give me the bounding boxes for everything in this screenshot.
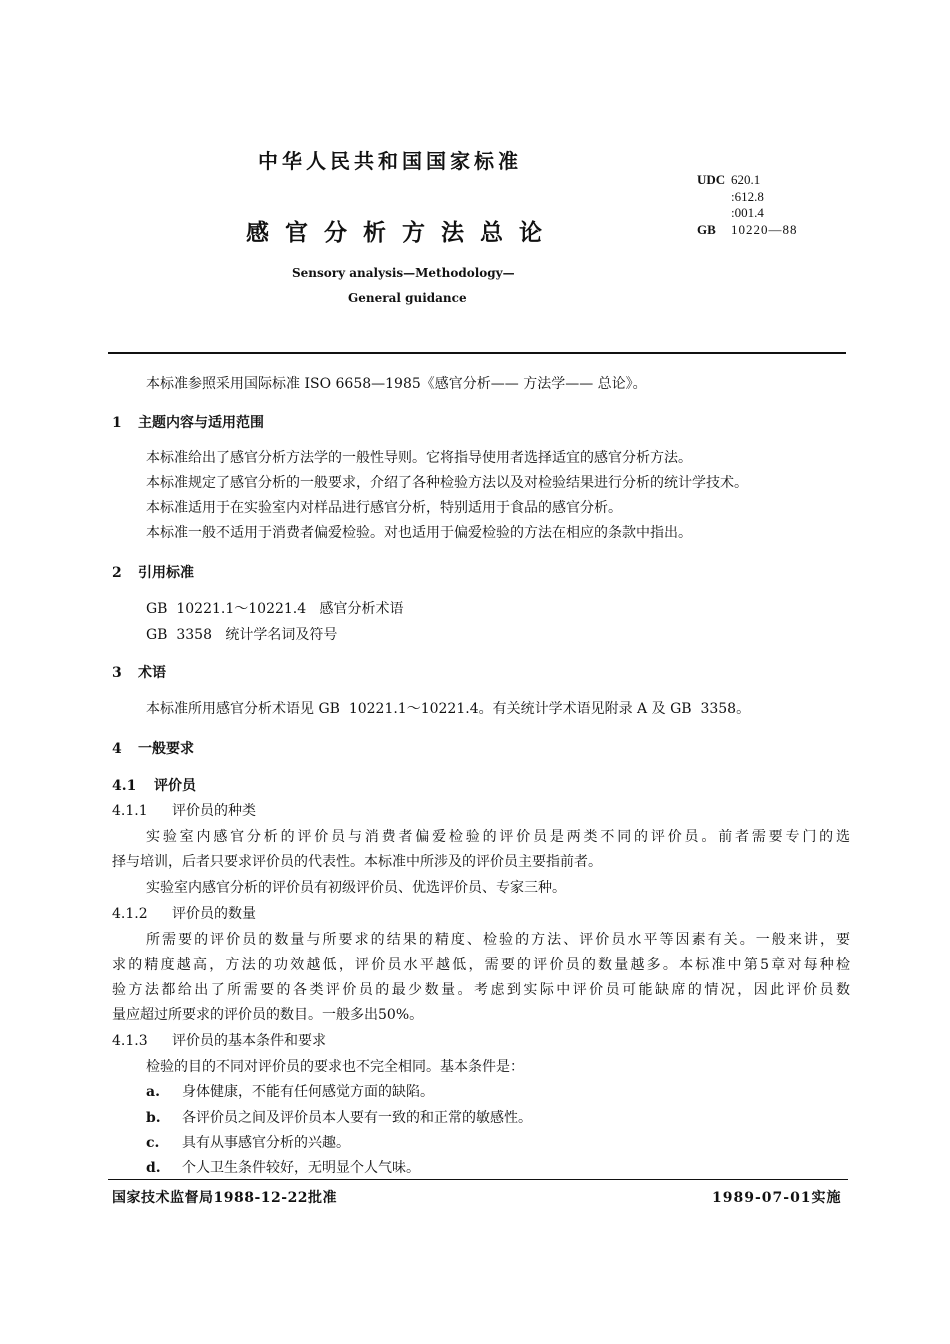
list-item-text: 各评价员之间及评价员本人要有一致的和正常的敏感性。 [182,1110,532,1126]
section-number: 4 [112,741,122,757]
list-item [146,1157,420,1177]
paragraph: 本标准所用感官分析术语见 GB 10221.1～10221.4。有关统计学术语见附录 A 及 GB 3358。 [146,701,751,717]
subsection-4-1-1-heading [112,800,256,820]
intro-paragraph: 本标准参照采用国际标准 ISO 6658—1985《感官分析—— 方法学—— 总论》。 [146,376,647,392]
section-number: 2 [112,565,122,581]
section-title: 一般要求 [138,741,194,757]
subsection-number: 4.1.3 [112,1033,148,1049]
udc-code-1: 620.1 [731,172,761,187]
subsection-4-1-heading [112,775,196,795]
section-title: 主题内容与适用范围 [138,415,264,431]
list-item-text: 个人卫生条件较好，无明显个人气味。 [182,1160,420,1176]
section-4-heading [112,738,194,758]
list-marker: d. [146,1160,161,1176]
paragraph-line: 所需要的评价员的数量与所要求的结果的精度、检验的方法、评价员水平等因素有关。一般来讲，要 [146,932,850,948]
section-number: 3 [112,665,122,681]
subsection-title: 评价员的种类 [172,803,256,819]
subsection-title: 评价员的数量 [172,906,256,922]
list-item [146,1107,532,1127]
paragraph: 本标准给出了感官分析方法学的一般性导则。它将指导使用者选择适宜的感官分析方法。 [146,450,692,466]
document-title: 感官分析方法总论 [246,219,558,246]
list-marker: a. [146,1084,160,1100]
paragraph-line: 量应超过所要求的评价员的数目。一般多出50%。 [112,1007,424,1023]
footer-divider [108,1179,848,1180]
subsection-number: 4.1.1 [112,803,148,819]
section-2-heading [112,562,194,582]
udc-label: UDC [697,172,726,187]
list-marker: c. [146,1135,160,1151]
subsection-title: 评价员 [154,778,196,794]
paragraph-line: 验方法都给出了所需要的各类评价员的最少数量。考虑到实际中评价员可能缺席的情况，因此评价员数 [112,982,850,998]
header-divider [108,352,846,354]
paragraph: 本标准适用于在实验室内对样品进行感官分析，特别适用于食品的感官分析。 [146,500,622,516]
paragraph-line: 择与培训，后者只要求评价员的代表性。本标准中所涉及的评价员主要指前者。 [112,854,602,870]
section-title: 术语 [138,665,166,681]
subsection-4-1-3-heading [112,1030,326,1050]
english-title-line2: General guidance [348,291,467,305]
subsection-title: 评价员的基本条件和要求 [172,1033,326,1049]
paragraph-line: 求的精度越高，方法的功效越低，评价员水平越低，需要的评价员的数量越多。本标准中第5章对每种检 [112,957,850,973]
section-1-heading [112,412,264,432]
paragraph-line: 实验室内感官分析的评价员与消费者偏爱检验的评价员是两类不同的评价员。前者需要专门的选 [146,829,850,845]
section-number: 1 [112,415,122,431]
subsection-number: 4.1 [112,778,137,794]
gb-label: GB [697,221,716,237]
subsection-number: 4.1.2 [112,906,148,922]
reference-item: GB 3358 统计学名词及符号 [146,627,338,643]
paragraph: 检验的目的不同对评价员的要求也不完全相同。基本条件是： [146,1059,524,1075]
udc-code-3: :001.4 [731,205,764,220]
paragraph: 实验室内感官分析的评价员有初级评价员、优选评价员、专家三种。 [146,880,566,896]
list-marker: b. [146,1110,161,1126]
national-standard-label: 中华人民共和国国家标准 [258,149,522,173]
udc-code-2: :612.8 [731,188,764,204]
english-title-line1: Sensory analysis—Methodology— [292,266,515,280]
list-item-text: 具有从事感官分析的兴趣。 [182,1135,350,1151]
classification-codes [697,172,798,238]
reference-item: GB 10221.1～10221.4 感官分析术语 [146,601,404,617]
section-title: 引用标准 [138,565,194,581]
subsection-4-1-2-heading [112,903,256,923]
list-item-text: 身体健康，不能有任何感觉方面的缺陷。 [182,1084,434,1100]
approval-date: 国家技术监督局1988-12-22批准 [112,1190,338,1206]
effective-date: 1989-07-01实施 [712,1190,842,1206]
list-item [146,1081,434,1101]
paragraph: 本标准规定了感官分析的一般要求，介绍了各种检验方法以及对检验结果进行分析的统计学技术。 [146,475,748,491]
gb-code: 10220—88 [731,221,798,237]
list-item [146,1132,350,1152]
section-3-heading [112,662,166,682]
paragraph: 本标准一般不适用于消费者偏爱检验。对也适用于偏爱检验的方法在相应的条款中指出。 [146,525,692,541]
